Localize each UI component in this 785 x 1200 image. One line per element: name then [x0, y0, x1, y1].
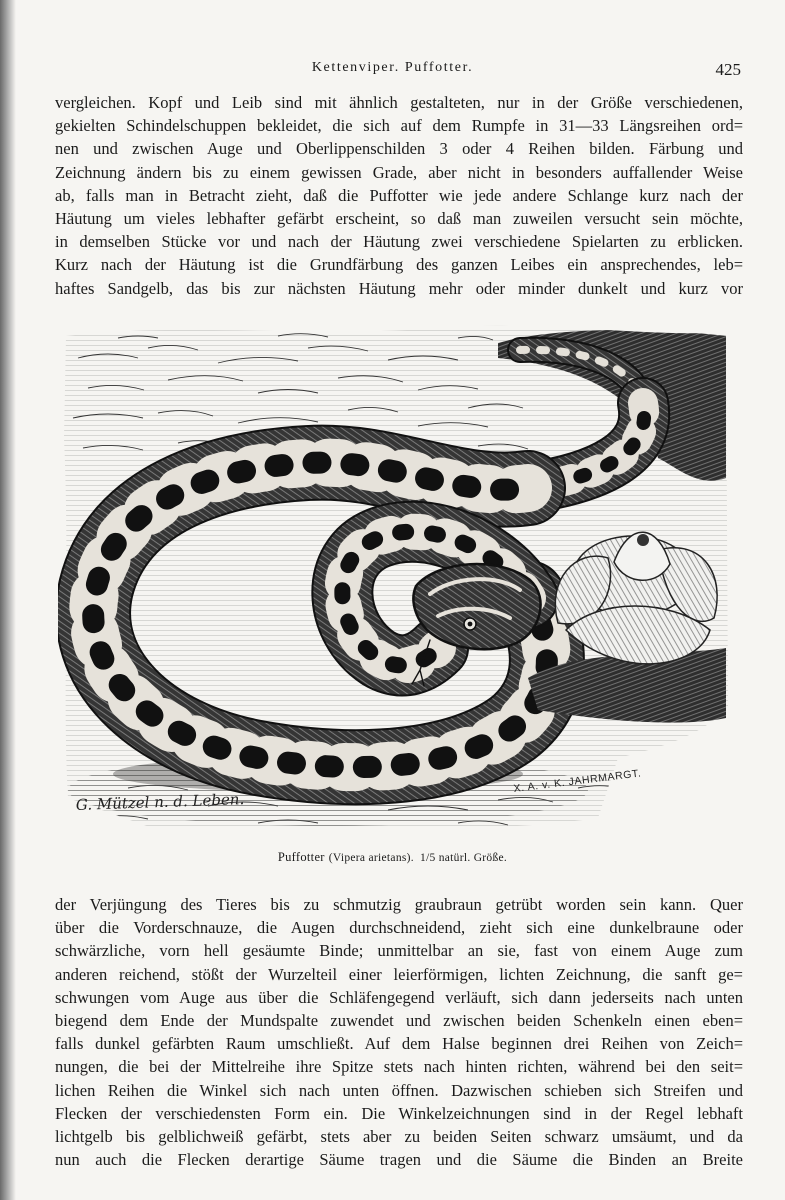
text-line: lichen Reihen die Winkel sich nach unten öffnen. Dazwischen schieben sich Streifen und [55, 1080, 743, 1100]
text-line: der Verjüngung des Tieres bis zu schmutzig graubraun getrübt worden sein kann. Quer [55, 895, 743, 914]
flower-center [637, 534, 649, 546]
text-line: nun auch die Flecken derartige Säume tragen und die Säume die Binden an Breite [55, 1150, 743, 1170]
text-line: gekielten Schindelschuppen bekleidet, die sich auf dem Rumpfe in 31—33 Längsreihen ord= [55, 116, 743, 136]
text-line: ab, falls man in Betracht zieht, daß die Puffotter wie jede andere Schlange kurz nach der [55, 185, 743, 205]
caption-title: Puffotter [277, 850, 325, 864]
running-title: Kettenviper. Puffotter. [311, 60, 474, 75]
text-line: falls dunkel gefärbten Raum umschließt. Auf dem Halse beginnen drei Reihen von Zeich= [55, 1034, 743, 1054]
caption-latin-name: (Vipera arietans). [328, 852, 414, 864]
text-line: nungen, die bei der Mittelreihe ihre Spitze stets nach hinten richten, während bei den seit= [55, 1057, 743, 1077]
text-line: schwungen vom Auge aus über die Schläfengegend verläuft, sich dann jederseits nach unten [55, 987, 743, 1007]
text-line: lichtgelb bis gelblichweiß gefärbt, stets aber zu beiden Seiten schwarz umsäumt, und da [55, 1126, 743, 1146]
puff-adder-illustration [58, 318, 732, 840]
text-line: vergleichen. Kopf und Leib sind mit ähnlich gestalteten, nur in der Größe verschiedenen, [55, 93, 743, 112]
text-line: haftes Sandgelb, das bis zur nächsten Häutung mehr oder minder dunkelt und kurz vor [55, 278, 743, 298]
text-line: biegend dem Ende der Mundspalte zuwendet und zwischen beiden Schenkeln einen eben= [55, 1010, 743, 1030]
caption-scale: 1/5 natürl. Größe. [419, 852, 508, 864]
figure-caption [0, 848, 785, 867]
text-line: in demselben Stücke vor und nach der Häutung zwei verschiedene Spielarten zu erblicken. [55, 232, 743, 252]
signature-left: G. Mützel n. d. Leben. [75, 790, 245, 814]
scan-edge-shadow [0, 0, 16, 1200]
body-text-bottom [55, 893, 743, 1171]
text-line: anderen reichend, stößt der Wurzelteil einer leierförmigen, lichten Zeichnung, die sanft ge= [55, 964, 743, 984]
text-line: Flecken der verschiedensten Form ein. Die Winkelzeichnungen sind in der Regel lebhaft [55, 1103, 743, 1123]
body-text-top [55, 91, 743, 300]
text-line: über die Vorderschnauze, die Augen durchschneidend, zieht sich eine dunkelbraune oder [55, 918, 743, 938]
text-line: nen und zwischen Auge und Oberlippenschilden 3 oder 4 Reihen bilden. Färbung und [55, 139, 743, 159]
page-number: 425 [715, 60, 741, 79]
text-line: Kurz nach der Häutung ist die Grundfärbung des ganzen Leibes ein ansprechendes, leb= [55, 255, 743, 275]
signature-right: X. A. v. K. JAHRMARGT. [512, 767, 642, 795]
text-line: Zeichnung ändern bis zu einem gewissen Grade, aber nicht in besonders auffallender Weise [55, 162, 743, 182]
text-line: Häutung um vieles lebhafter gefärbt erscheint, so daß man zuweilen versucht sein möchte, [55, 208, 743, 228]
text-line: schwärzliche, vorn hell gesäumte Binde; unmittelbar an sie, fast von einem Auge zum [55, 941, 743, 961]
snake-pupil [468, 622, 473, 627]
